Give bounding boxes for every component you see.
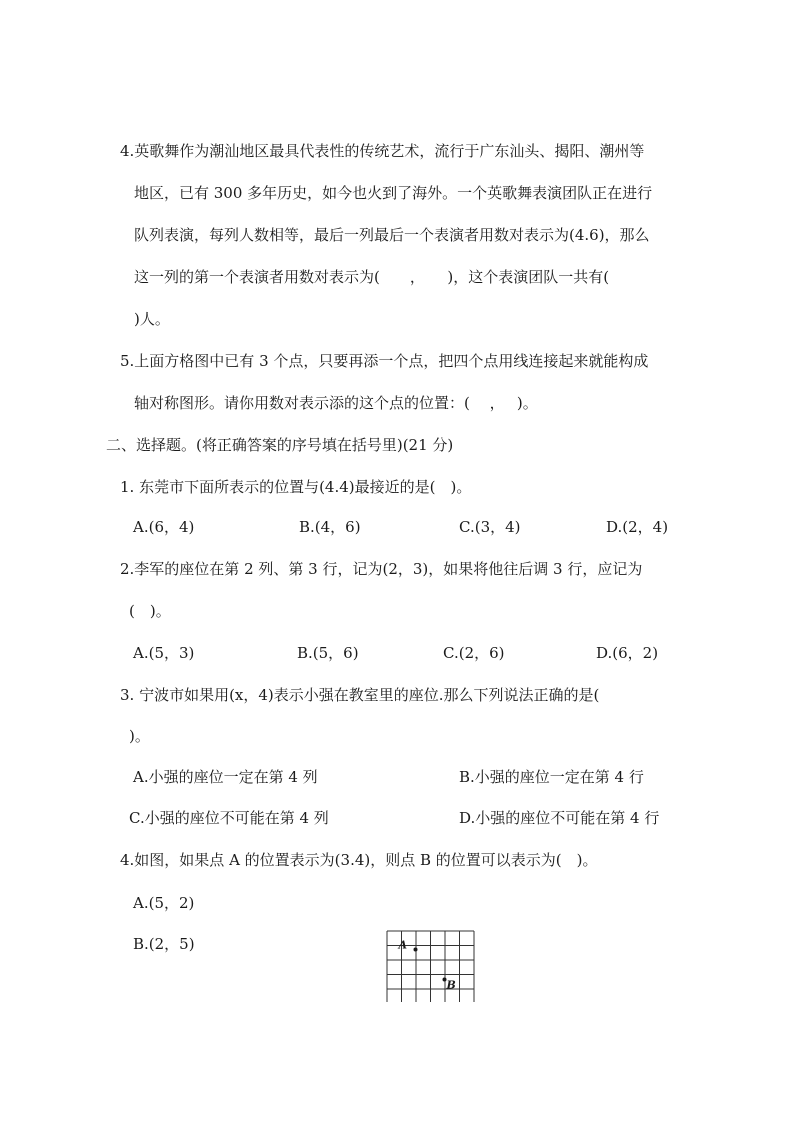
c4-option-a: A.(5，2) <box>133 894 195 912</box>
q5-line-2: 轴对称图形。请你用数对表示添的这个点的位置：( ， )。 <box>134 394 538 412</box>
point-a <box>414 948 418 952</box>
c3-line-2: )。 <box>129 727 150 745</box>
c3-option-c: C.小强的座位不可能在第 4 列 <box>129 809 329 827</box>
c3-line-1: 3. 宁波市如果用(x，4)表示小强在教室里的座位.那么下列说法正确的是( <box>120 686 600 704</box>
q4-line-1: 4.英歌舞作为潮汕地区最具代表性的传统艺术，流行于广东汕头、揭阳、潮州等 <box>120 142 645 160</box>
c1-option-b: B.(4，6) <box>299 518 361 536</box>
q4-line-3: 队列表演，每列人数相等，最后一列最后一个表演者用数对表示为(4.6)，那么 <box>134 226 650 244</box>
c2-option-d: D.(6，2) <box>596 644 659 662</box>
c1-option-d: D.(2，4) <box>606 518 669 536</box>
c2-line-1: 2.李军的座位在第 2 列、第 3 行，记为(2，3)，如果将他往后调 3 行，应记为 <box>120 560 643 578</box>
c1-stem: 1. 东莞市下面所表示的位置与(4.4)最接近的是( )。 <box>120 478 472 496</box>
c2-line-2: ( )。 <box>129 602 171 620</box>
c3-option-a: A.小强的座位一定在第 4 列 <box>133 768 318 786</box>
c4-stem: 4.如图，如果点 A 的位置表示为(3.4)，则点 B 的位置可以表示为( )。 <box>120 851 598 869</box>
q4-line-4: 这一列的第一个表演者用数对表示为( ， )，这个表演团队一共有( <box>134 268 610 286</box>
c4-option-b: B.(2，5) <box>133 935 195 953</box>
point-b-label: B <box>446 978 456 992</box>
q5-line-1: 5.上面方格图中已有 3 个点，只要再添一个点，把四个点用线连接起来就能构成 <box>120 352 649 370</box>
point-a-label: A <box>398 938 408 952</box>
q4-line-5: )人。 <box>134 310 170 328</box>
c1-option-a: A.(6，4) <box>133 518 195 536</box>
c2-option-c: C.(2，6) <box>443 644 505 662</box>
c3-option-d: D.小强的座位不可能在第 4 行 <box>459 809 660 827</box>
section-2-title: 二、选择题。(将正确答案的序号填在括号里)(21 分) <box>106 436 454 454</box>
q4-line-2: 地区，已有 300 多年历史，如今也火到了海外。一个英歌舞表演团队正在进行 <box>134 184 653 202</box>
c1-option-c: C.(3，4) <box>459 518 521 536</box>
c2-option-a: A.(5，3) <box>133 644 195 662</box>
c2-option-b: B.(5，6) <box>297 644 359 662</box>
c3-option-b: B.小强的座位一定在第 4 行 <box>459 768 644 786</box>
coordinate-grid-figure <box>384 928 476 1002</box>
